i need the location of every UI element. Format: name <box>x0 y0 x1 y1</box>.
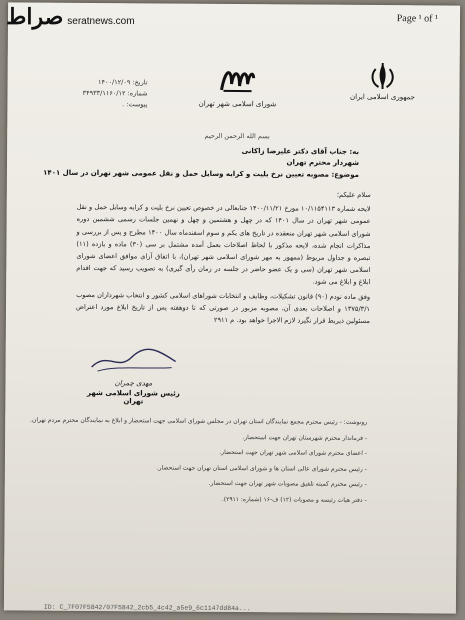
letter-date: تاریخ: ۱۴۰۰/۱۲/۰۹ <box>98 78 148 87</box>
letter-number: شماره: ۳۴۹۳۳/۱۱۶۰/۱۲ <box>82 88 148 98</box>
cc-list <box>30 413 368 508</box>
council-logo-icon <box>217 64 257 94</box>
watermark <box>6 4 135 30</box>
cc-item: - اعضای محترم شورای اسلامی شهر تهران جهت استحضار. <box>219 448 368 457</box>
greeting: سلام علیکم؛ <box>336 190 371 199</box>
watermark-logo: صراط <box>6 4 64 30</box>
letter-meta <box>77 77 147 110</box>
recipient-block <box>242 146 360 169</box>
recipient-line-1: به: جناب آقای دکتر علیرضا زاکانی <box>241 147 360 156</box>
page-number: Page ¹ of ¹ <box>396 13 439 25</box>
letter-subject: موضوع: مصوبه تعیین نرخ بلیت و کرایه وسایل حمل و نقل عمومی شهر تهران در سال ۱۴۰۱ <box>43 168 359 179</box>
cc-item: - رئیس محترم شورای عالی استان ها و شورای اسلامی استان تهران جهت استحضار. <box>156 463 367 473</box>
signature-block <box>83 345 183 406</box>
footer-code: ID: C_7F07F5842/07F5842_2cb5_4c42_a5e9_6c1147dd84a... <box>43 603 251 613</box>
signer-name: مهدی چمران <box>114 379 153 388</box>
cc-item: - دفتر هیات رئیسه و مصوبات (۱۲) ف-۱۶ (شماره: ۲۹۱۱). <box>221 495 367 504</box>
cc-item: رونوشت: - رئیس محترم مجمع نمایندگان استان تهران در مجلس شورای اسلامی جهت استحضار و ابلاغ به نمایندگان محترم مردم تهران. <box>30 416 368 426</box>
letter-body <box>76 187 371 329</box>
letter-attachment: پیوست: . <box>122 100 148 109</box>
bismillah: بسم الله الرحمن الرحیم <box>204 131 270 141</box>
recipient-line-2: شهردار محترم تهران <box>286 158 360 167</box>
letter-paper <box>4 2 460 613</box>
iran-emblem-icon <box>368 61 398 91</box>
council-name: شورای اسلامی شهر تهران <box>198 99 277 109</box>
signer-title: رئیس شورای اسلامی شهر تهران <box>87 388 180 406</box>
cc-item: - فرماندار محترم شهرستان تهران جهت استحضار. <box>242 433 368 442</box>
body-paragraph-2: وفق ماده نودم (۹۰) قانون تشکیلات، وظایف و انتخابات شوراهای اسلامی کشور و انتخاب شهرداران مصوب ۱۳۷۵/۳/۱ و اصلاحات بعدی آن، مصوبه مزبور در صورتی که تا دوهفته پس از تاریخ ابلاغ مورد اعتراض مسئولین ذیربط قرار نگیرد لازم الاجرا خواهد بود. م ۲۹۱۱ <box>75 290 371 325</box>
body-paragraph-1: لایحه شماره ۱۰/۱۱۵۴۱۱۳ مورخ ۱۴۰۰/۱۱/۲۱ جنابعالی در خصوص تعیین نرخ بلیت و کرایه وسایل حمل و نقل عمومی شهر تهران در سال ۱۴۰۱ که در چهل و هشتمین و چهل و نهمین جلسات رسمی ششمین دوره شورای اسلامی شهر تهران منعقده در تاریخ های یکم و سوم اسفندماه سال ۱۴۰۰ مطرح و پس از بررسی و مذاکرات انجام شده، لایحه مذکور با لحاظ اصلاحات بعمل آمده مشتمل بر سی (۳۰) ماده و یازده (۱۱) تبصره و جداول مربوط (ممهور به مهر شورای اسلامی شهر تهران)، با اتفاق آرای موافق اعضای شورای اسلامی شهر تهران (سی و یک عضو حاضر در جلسه در زمان رأی گیری) به تصویب رسید که جهت اقدام ابلاغ و ابلاغ می شود. <box>76 203 371 287</box>
signature-scribble-icon <box>88 345 180 376</box>
cc-item: - رئیس محترم کمیته تلفیق مصوبات شهر تهران جهت استحضار. <box>208 479 367 488</box>
watermark-site: seratnews.com <box>67 15 135 27</box>
republic-name: جمهوری اسلامی ایران <box>349 92 415 102</box>
